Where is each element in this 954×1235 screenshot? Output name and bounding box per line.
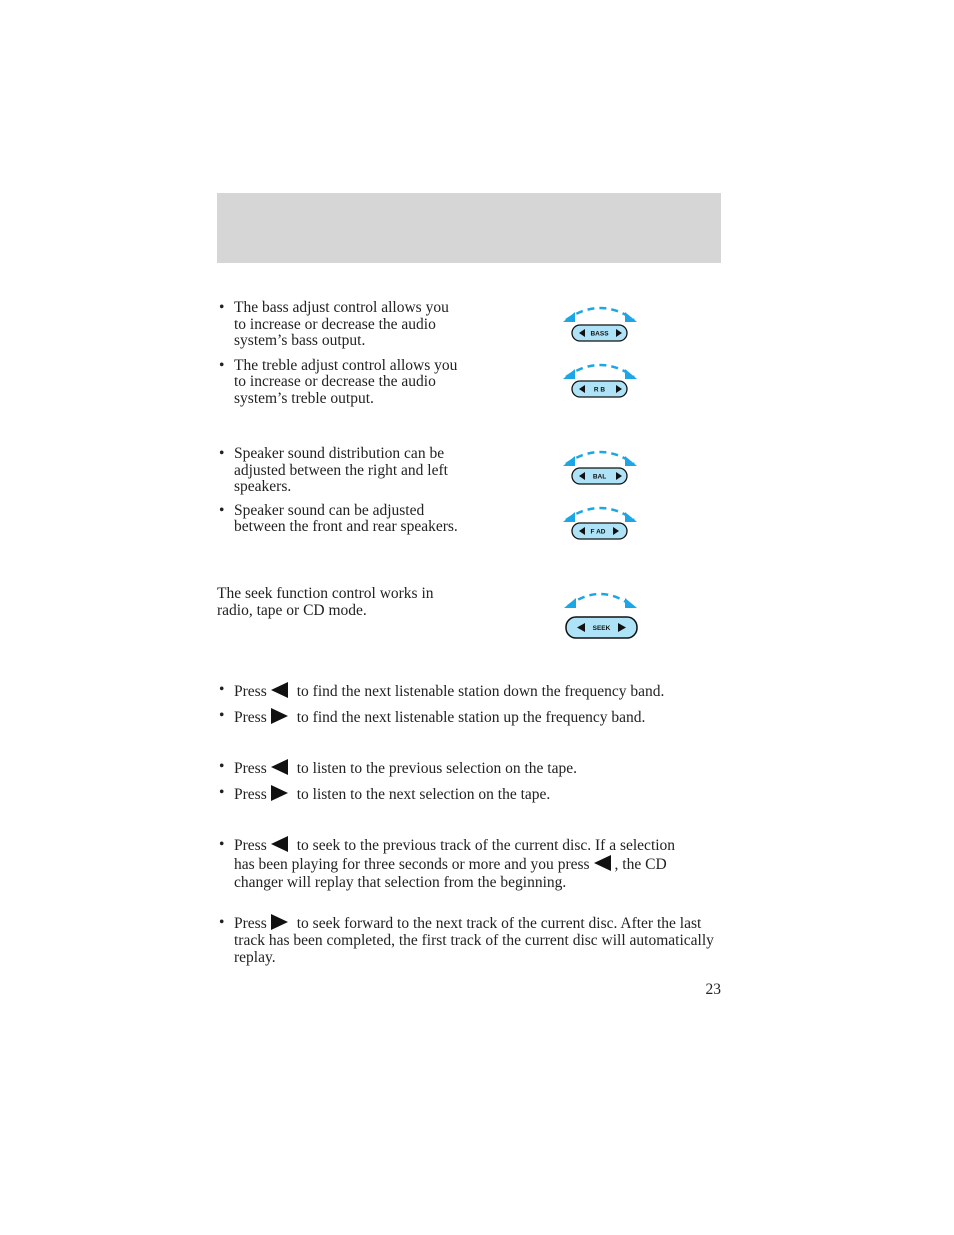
press-word-lower: press	[557, 856, 590, 873]
fade-control-icon	[558, 500, 644, 546]
seek-left-triangle-icon	[271, 682, 288, 698]
press-word: Press	[234, 786, 267, 803]
seek-left-triangle-icon	[271, 836, 288, 852]
tape-seek-prev	[217, 759, 727, 778]
speaker-section	[217, 446, 477, 536]
bass-control-label: BASS	[590, 330, 609, 338]
header-band	[217, 193, 721, 263]
tone-section	[217, 300, 462, 407]
radio-seek-down	[217, 682, 727, 701]
fade-description: • Speaker sound can be adjusted between the front and rear speakers.	[217, 503, 477, 536]
press-word: Press	[234, 915, 267, 932]
cd-seek-next	[217, 914, 717, 966]
tape-seek-next	[217, 785, 727, 804]
treble-description: • The treble adjust control allows you to increase or decrease the audio system’s treble output.	[217, 358, 462, 408]
seek-left-triangle-icon	[594, 855, 611, 871]
balance-control-icon	[558, 444, 644, 490]
cd-prev-text-1: to seek to the previous track of the current disc. If a selection has been playing for three seconds or more and you	[234, 837, 676, 873]
balance-control-label: BAL	[592, 473, 607, 481]
fade-control-label: F AD	[590, 528, 606, 536]
seek-right-triangle-icon	[271, 708, 288, 724]
bass-control-icon	[558, 300, 644, 346]
tape-next-text: to listen to the next selection on the tape.	[296, 786, 551, 803]
cd-prev-text-2: , the CD changer will replay that selection from the beginning.	[234, 856, 667, 891]
seek-left-triangle-icon	[271, 759, 288, 775]
radio-seek-up	[217, 708, 727, 727]
press-word: Press	[234, 709, 267, 726]
seek-intro: The seek function control works in radio, tape or CD mode.	[217, 585, 434, 619]
press-word: Press	[234, 760, 267, 777]
balance-description: • Speaker sound distribution can be adjusted between the right and left speakers.	[217, 446, 477, 496]
press-word: Press	[234, 683, 267, 700]
seek-control-icon	[558, 584, 644, 642]
seek-right-triangle-icon	[271, 914, 288, 930]
tape-prev-text: to listen to the previous selection on the tape.	[296, 760, 577, 777]
page-number: 23	[705, 981, 721, 998]
bass-description: • The bass adjust control allows you to increase or decrease the audio system’s bass output.	[217, 300, 462, 350]
press-word: Press	[234, 837, 267, 854]
cd-seek-prev	[217, 836, 677, 892]
treble-control-icon	[558, 357, 644, 403]
radio-down-text: to find the next listenable station down the frequency band.	[296, 683, 665, 700]
cd-next-text: to seek forward to the next track of the current disc. After the last track has been completed, the first track of the current disc will automatically replay.	[234, 915, 714, 966]
seek-control-label: SEEK	[592, 625, 611, 632]
seek-right-triangle-icon	[271, 785, 288, 801]
treble-control-label: R B	[593, 386, 606, 394]
radio-up-text: to find the next listenable station up the frequency band.	[296, 709, 646, 726]
